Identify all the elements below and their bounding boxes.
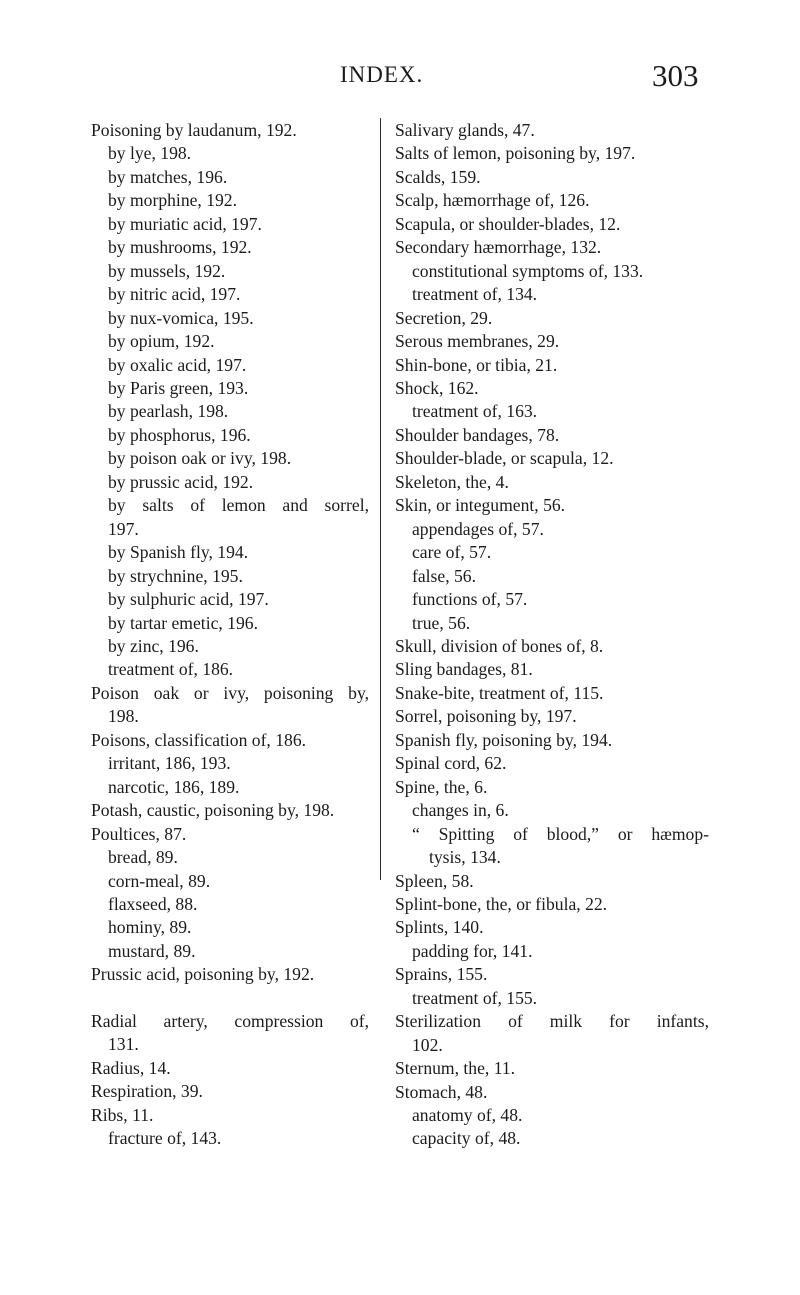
index-column-left xyxy=(91,119,369,1150)
index-subentry: care of, 57. xyxy=(412,542,492,563)
index-subentry: by sulphuric acid, 197. xyxy=(108,589,269,610)
index-entry: Shin-bone, or tibia, 21. xyxy=(395,354,558,375)
index-entry: Salts of lemon, poisoning by, 197. xyxy=(395,143,636,164)
index-entry: Skeleton, the, 4. xyxy=(395,471,509,492)
index-entry: Splints, 140. xyxy=(395,917,484,938)
index-entry: Splint-bone, the, or fibula, 22. xyxy=(395,893,608,914)
index-entry: Spanish fly, poisoning by, 194. xyxy=(395,729,613,750)
index-subentry: constitutional symptoms of, 133. xyxy=(412,260,644,281)
index-entry: Skull, division of bones of, 8. xyxy=(395,635,604,656)
index-subentry: by muriatic acid, 197. xyxy=(108,213,262,234)
index-subentry: treatment of, 155. xyxy=(412,987,538,1008)
index-subentry: treatment of, 186. xyxy=(108,659,234,680)
index-entry: Radial artery, compression of, xyxy=(91,1010,369,1031)
index-entry: Serous membranes, 29. xyxy=(395,331,560,352)
index-subentry: functions of, 57. xyxy=(412,589,528,610)
index-subentry: hominy, 89. xyxy=(108,917,192,938)
index-subentry: true, 56. xyxy=(412,612,471,633)
index-column-right xyxy=(395,119,709,1151)
index-subentry: by strychnine, 195. xyxy=(108,565,243,586)
index-subentry: by Paris green, 193. xyxy=(108,377,249,398)
index-entry: Sprains, 155. xyxy=(395,964,488,985)
index-subentry: corn-meal, 89. xyxy=(108,870,211,891)
index-entry: 102. xyxy=(412,1034,443,1055)
index-subentry: mustard, 89. xyxy=(108,940,196,961)
index-entry: Spine, the, 6. xyxy=(395,776,488,797)
index-subentry: false, 56. xyxy=(412,565,477,586)
page-number: 303 xyxy=(652,58,699,93)
index-entry: Shock, 162. xyxy=(395,377,479,398)
index-subentry: padding for, 141. xyxy=(412,940,533,961)
index-subentry: irritant, 186, 193. xyxy=(108,753,231,774)
index-subentry: treatment of, 163. xyxy=(412,401,538,422)
page-header xyxy=(0,58,800,98)
index-entry: Stomach, 48. xyxy=(395,1081,488,1102)
index-entry: Poison oak or ivy, poisoning by, xyxy=(91,682,369,703)
index-subentry: by poison oak or ivy, 198. xyxy=(108,448,292,469)
index-entry: Shoulder bandages, 78. xyxy=(395,424,560,445)
index-subentry: by nitric acid, 197. xyxy=(108,284,241,305)
index-subentry: capacity of, 48. xyxy=(412,1128,521,1149)
index-entry: Secretion, 29. xyxy=(395,307,493,328)
index-entry: Respiration, 39. xyxy=(91,1081,203,1102)
index-entry: Radius, 14. xyxy=(91,1057,171,1078)
index-subentry: by phosphorus, 196. xyxy=(108,424,251,445)
index-subentry: by mussels, 192. xyxy=(108,260,226,281)
index-subentry: appendages of, 57. xyxy=(412,518,544,539)
index-subentry: by matches, 196. xyxy=(108,166,228,187)
index-subentry: treatment of, 134. xyxy=(412,284,538,305)
index-entry: Poisons, classification of, 186. xyxy=(91,729,307,750)
index-entry: Prussic acid, poisoning by, 192. xyxy=(91,964,315,985)
index-subentry: by tartar emetic, 196. xyxy=(108,612,258,633)
index-entry: Skin, or integument, 56. xyxy=(395,495,566,516)
index-subentry: by opium, 192. xyxy=(108,331,215,352)
index-subentry: changes in, 6. xyxy=(412,800,509,821)
index-entry: Secondary hæmorrhage, 132. xyxy=(395,237,602,258)
index-entry: Poultices, 87. xyxy=(91,823,187,844)
index-subentry: by zinc, 196. xyxy=(108,635,199,656)
index-entry: Spleen, 58. xyxy=(395,870,474,891)
index-subentry: by Spanish fly, 194. xyxy=(108,542,249,563)
index-entry: Spinal cord, 62. xyxy=(395,753,507,774)
index-subentry: narcotic, 186, 189. xyxy=(108,776,240,797)
index-entry: Scalds, 159. xyxy=(395,166,481,187)
index-entry: Sling bandages, 81. xyxy=(395,659,533,680)
index-subentry: “ Spitting of blood,” or hæmop- xyxy=(412,823,709,844)
index-entry: Salivary glands, 47. xyxy=(395,120,535,140)
index-subentry: by pearlash, 198. xyxy=(108,401,229,422)
running-title: INDEX. xyxy=(340,62,424,87)
index-entry: Sterilization of milk for infants, xyxy=(395,1011,709,1032)
index-subentry: by prussic acid, 192. xyxy=(108,471,254,492)
index-subentry: anatomy of, 48. xyxy=(412,1105,523,1126)
index-entry: Poisoning by laudanum, 192. xyxy=(91,120,297,140)
index-subentry: by salts of lemon and sorrel, xyxy=(108,495,369,516)
index-entry: Scalp, hæmorrhage of, 126. xyxy=(395,190,590,211)
index-subentry: 197. xyxy=(108,518,139,539)
index-subentry: by nux-vomica, 195. xyxy=(108,307,254,328)
index-entry: Snake-bite, treatment of, 115. xyxy=(395,682,604,703)
index-entry: Scapula, or shoulder-blades, 12. xyxy=(395,213,621,234)
index-subentry: by lye, 198. xyxy=(108,143,192,164)
index-subentry: fracture of, 143. xyxy=(108,1128,222,1149)
index-entry: tysis, 134. xyxy=(429,847,501,868)
index-subentry: bread, 89. xyxy=(108,847,178,868)
index-entry: Shoulder-blade, or scapula, 12. xyxy=(395,448,614,469)
index-entry: Sorrel, poisoning by, 197. xyxy=(395,706,577,727)
index-entry: Sternum, the, 11. xyxy=(395,1058,516,1079)
index-entry: Ribs, 11. xyxy=(91,1104,154,1125)
column-divider xyxy=(380,118,381,880)
index-entry: Potash, caustic, poisoning by, 198. xyxy=(91,800,335,821)
index-subentry: by mushrooms, 192. xyxy=(108,237,252,258)
index-subentry: by oxalic acid, 197. xyxy=(108,354,247,375)
index-entry: 198. xyxy=(108,706,139,727)
index-entry: 131. xyxy=(108,1034,139,1055)
index-subentry: by morphine, 192. xyxy=(108,190,238,211)
index-subentry: flaxseed, 88. xyxy=(108,893,198,914)
